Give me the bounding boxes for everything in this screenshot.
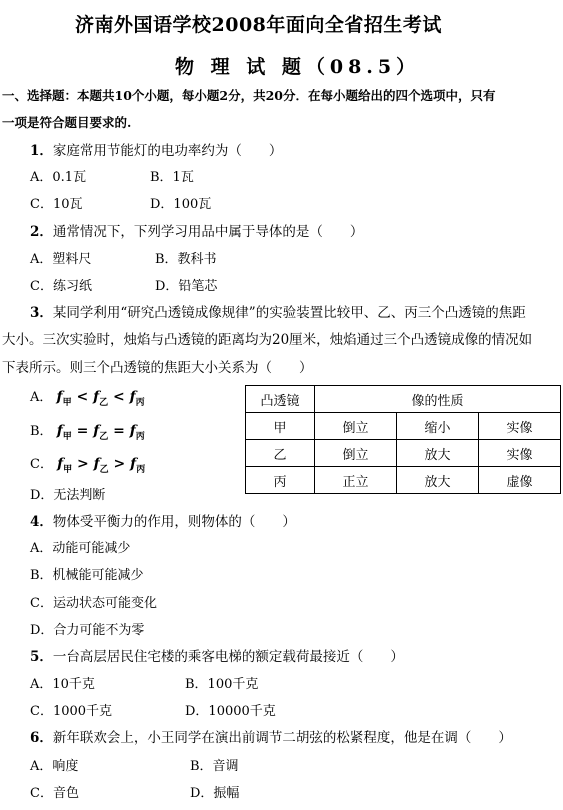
q4-option-c: C．运动状态可能变化 bbox=[30, 596, 157, 611]
question-6 bbox=[30, 726, 512, 746]
question-3 bbox=[30, 301, 526, 321]
table-cell: 放大 bbox=[397, 467, 479, 494]
q5-option-c: C．1000千克 bbox=[30, 704, 113, 719]
table-cell: 实像 bbox=[479, 413, 561, 440]
q1-option-c: C．10瓦 bbox=[30, 197, 83, 212]
exam-subtitle: 物 理 试 题（08.5） bbox=[175, 56, 421, 78]
question-number: 2． bbox=[30, 224, 53, 240]
table-cell: 乙 bbox=[246, 440, 315, 467]
table-cell: 丙 bbox=[246, 467, 315, 494]
table-cell: 倒立 bbox=[315, 440, 397, 467]
q2-option-c: C．练习纸 bbox=[30, 279, 92, 294]
table-cell: 甲 bbox=[246, 413, 315, 440]
q5-option-d: D．10000千克 bbox=[185, 704, 276, 719]
table-header-image-properties: 像的性质 bbox=[315, 386, 561, 413]
question-text: 家庭常用节能灯的电功率约为（ ） bbox=[52, 143, 283, 159]
table-cell: 正立 bbox=[315, 467, 397, 494]
q3-option-a bbox=[30, 386, 145, 408]
question-number: 1． bbox=[30, 143, 53, 159]
question-number: 3． bbox=[30, 305, 53, 321]
question-number: 4． bbox=[30, 514, 53, 530]
q6-option-c: C．音色 bbox=[30, 786, 79, 801]
q2-option-b: B．教科书 bbox=[155, 252, 217, 267]
q6-option-a: A．响度 bbox=[30, 759, 79, 774]
q1-option-d: D．100瓦 bbox=[150, 197, 212, 212]
q1-option-b: B．1瓦 bbox=[150, 170, 194, 185]
q6-option-d: D．振幅 bbox=[190, 786, 240, 801]
question-4 bbox=[30, 510, 296, 530]
table-row bbox=[246, 440, 561, 467]
q4-option-d: D．合力可能不为零 bbox=[30, 623, 145, 638]
q3-option-b bbox=[30, 420, 145, 442]
question-5 bbox=[30, 645, 404, 665]
q3-option-c bbox=[30, 453, 145, 475]
question-text: 物体受平衡力的作用，则物体的（ ） bbox=[52, 514, 296, 530]
table-row bbox=[246, 413, 561, 440]
table-cell: 实像 bbox=[479, 440, 561, 467]
question-2 bbox=[30, 220, 363, 240]
table-cell: 倒立 bbox=[315, 413, 397, 440]
q1-option-a: A．0.1瓦 bbox=[30, 170, 87, 185]
formula-c: $f_甲 > f_乙 > f_丙$ bbox=[57, 456, 146, 475]
q5-option-a: A．10千克 bbox=[30, 677, 95, 692]
question-text: 新年联欢会上，小王同学在演出前调节二胡弦的松紧程度，他是在调（ ） bbox=[52, 730, 512, 746]
section-instructions-line2: 一项是符合题目要求的. bbox=[2, 115, 132, 130]
table-header-row bbox=[246, 386, 561, 413]
table-cell: 缩小 bbox=[397, 413, 479, 440]
q4-option-b: B．机械能可能减少 bbox=[30, 568, 144, 583]
formula-a: $f_甲 < f_乙 < f_丙$ bbox=[56, 389, 145, 408]
option-letter: A． bbox=[30, 390, 53, 405]
exam-title: 济南外国语学校2008年面向全省招生考试 bbox=[75, 14, 442, 36]
question-text-line1: 某同学利用“研究凸透镜成像规律”的实验装置比较甲、乙、丙三个凸透镜的焦距 bbox=[52, 305, 526, 321]
q4-option-a: A．动能可能减少 bbox=[30, 541, 131, 556]
option-letter: C． bbox=[30, 457, 53, 472]
option-letter: B． bbox=[30, 424, 53, 439]
question-number: 5． bbox=[30, 649, 53, 665]
question-3-line3: 下表所示。则三个凸透镜的焦距大小关系为（ ） bbox=[2, 360, 313, 376]
question-text: 一台高层居民住宅楼的乘客电梯的额定载荷最接近（ ） bbox=[52, 649, 404, 665]
question-text: 通常情况下，下列学习用品中属于导体的是（ ） bbox=[52, 224, 364, 240]
table-header-lens: 凸透镜 bbox=[246, 386, 315, 413]
table-cell: 虚像 bbox=[479, 467, 561, 494]
q3-option-d: D．无法判断 bbox=[30, 488, 106, 503]
q2-option-d: D．铅笔芯 bbox=[155, 279, 218, 294]
table-row bbox=[246, 467, 561, 494]
table-cell: 放大 bbox=[397, 440, 479, 467]
q5-option-b: B．100千克 bbox=[185, 677, 259, 692]
formula-b: $f_甲 = f_乙 = f_丙$ bbox=[56, 423, 145, 442]
section-instructions-line1: 一、选择题：本题共10个小题，每小题2分，共20分．在每小题给出的四个选项中，只有 bbox=[2, 88, 496, 103]
question-1 bbox=[30, 139, 282, 159]
lens-image-table bbox=[245, 385, 561, 494]
q6-option-b: B．音调 bbox=[190, 759, 239, 774]
question-number: 6． bbox=[30, 730, 53, 746]
q2-option-a: A．塑料尺 bbox=[30, 252, 92, 267]
question-3-line2: 大小。三次实验时，烛焰与凸透镜的距离均为20厘米，烛焰通过三个凸透镜成像的情况如 bbox=[2, 332, 533, 348]
